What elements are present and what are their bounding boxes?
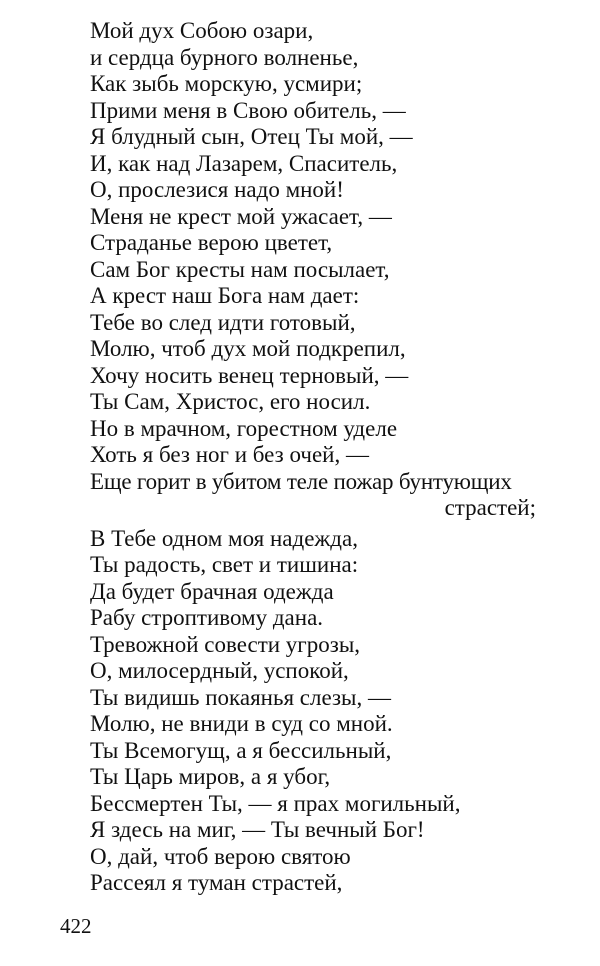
poem-line: О, дай, чтоб верою святою bbox=[90, 843, 351, 869]
poem-line: Бессмертен Ты, — я прах могильный, bbox=[90, 790, 461, 816]
poem-line: Да будет брачная одежда bbox=[90, 578, 334, 604]
poem-line: Тревожной совести угрозы, bbox=[90, 631, 361, 657]
poem-line: Хоть я без ног и без очей, — bbox=[90, 442, 369, 467]
poem-line: Ты видишь покаянья слезы, — bbox=[90, 684, 391, 710]
poem-line: Молю, чтоб дух мой подкрепил, bbox=[90, 336, 406, 361]
poem-line: Тебе во след идти готовый, bbox=[90, 309, 356, 335]
poem-line: Молю, не вниди в суд со мной. bbox=[90, 711, 393, 736]
poem-line: Рабу строптивому дана. bbox=[90, 605, 324, 630]
poem-line: Страданье верою цветет, bbox=[90, 230, 333, 255]
stanza-2 bbox=[90, 526, 540, 897]
poem-long-line: Еще горит в убитом теле пожар бунтующих bbox=[90, 468, 512, 494]
poem-line: Сам Бог кресты нам посылает, bbox=[90, 256, 390, 282]
poem-line: В Тебе одном моя надежда, bbox=[90, 525, 358, 551]
poem-line: Ты Царь миров, а я убог, bbox=[90, 764, 331, 789]
poem-line: О, прослезися надо мной! bbox=[90, 177, 344, 202]
poem-line: и сердца бурного волненье, bbox=[90, 44, 359, 70]
poem-line: А крест наш Бога нам дает: bbox=[90, 283, 360, 308]
poem-line: Меня не крест мой ужасает, — bbox=[90, 203, 392, 229]
poem-line: Как зыбь морскую, усмири; bbox=[90, 71, 363, 96]
poem-line: Я блудный сын, Отец Ты мой, — bbox=[90, 124, 413, 149]
stanza-1 bbox=[90, 18, 540, 522]
poem-line: Мой дух Собою озари, bbox=[90, 18, 314, 43]
poem-line: О, милосердный, успокой, bbox=[90, 658, 349, 683]
poem-line: Я здесь на миг, — Ты вечный Бог! bbox=[90, 817, 425, 842]
poem-line: Рассеял я туман страстей, bbox=[90, 870, 343, 895]
poem-line: Прими меня в Свою обитель, — bbox=[90, 97, 406, 123]
poem-line: И, как над Лазарем, Спаситель, bbox=[90, 150, 398, 176]
poem-line: Ты Сам, Христос, его носил. bbox=[90, 389, 371, 414]
poem-text bbox=[90, 18, 540, 897]
poem-line: Хочу носить венец терновый, — bbox=[90, 362, 409, 388]
poem-line: Но в мрачном, горестном уделе bbox=[90, 415, 398, 441]
page-number: 422 bbox=[60, 914, 92, 938]
poem-line: Ты радость, свет и тишина: bbox=[90, 552, 359, 577]
poem-line: Ты Всемогущ, а я бессильный, bbox=[90, 737, 392, 763]
poem-line-continuation: страстей; bbox=[444, 495, 536, 520]
